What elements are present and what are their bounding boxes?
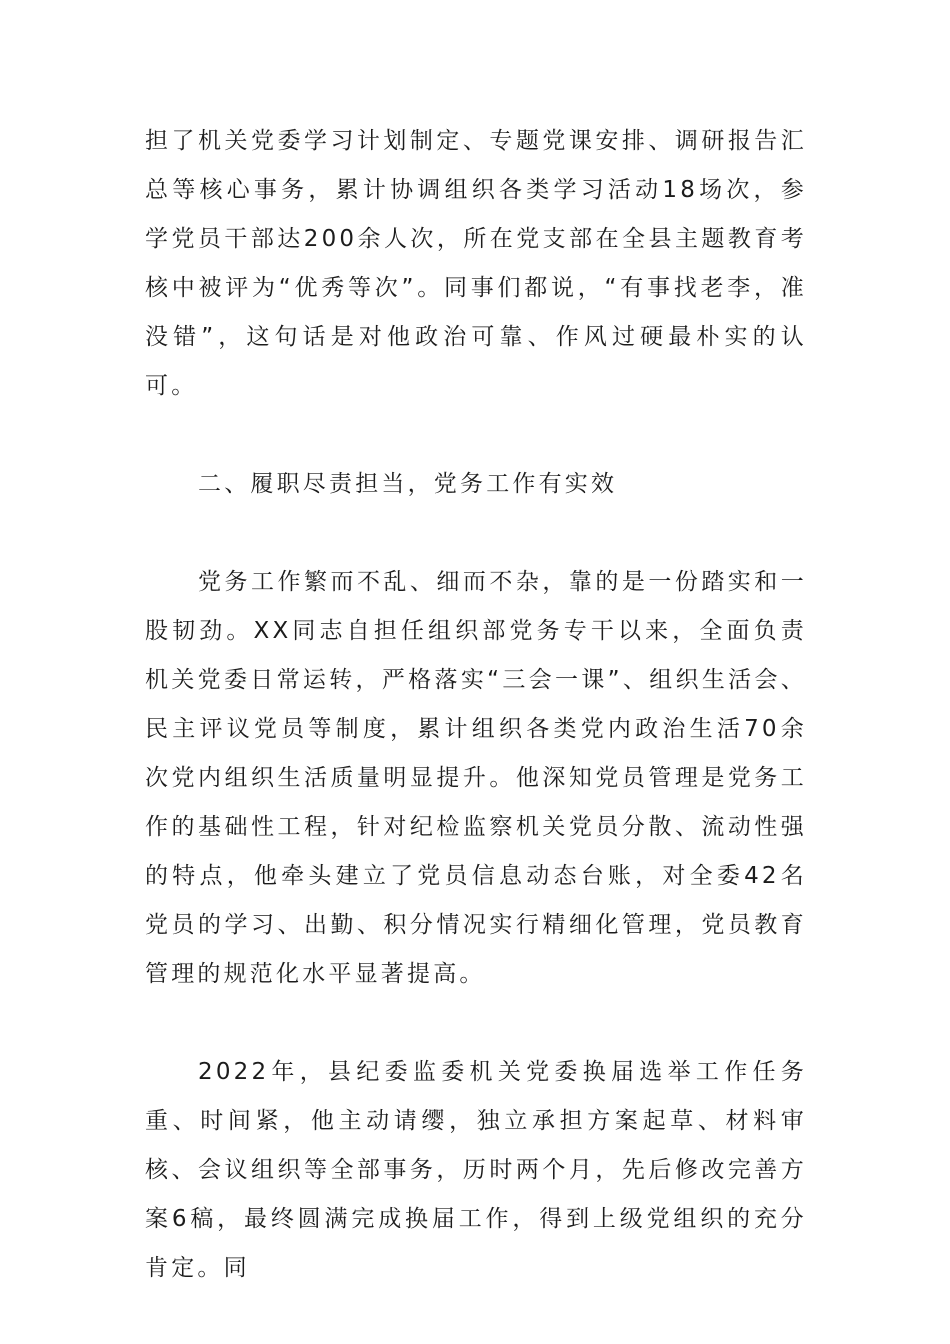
body-paragraph-2: 党务工作繁而不乱、细而不杂，靠的是一份踏实和一股韧劲。XX同志自担任组织部党务专干以来，全面负责机关党委日常运转，严格落实“三会一课”、组织生活会、民主评议党员等制度，累计组织各类党内政治生活70余次党内组织生活质量明显提升。他深知党员管理是党务工作的基础性工程，针对纪检监察机关党员分散、流动性强的特点，他牵头建立了党员信息动态台账，对全委42名党员的学习、出勤、积分情况实行精细化管理，党员教育管理的规范化水平显著提高。 <box>145 569 807 987</box>
document-body <box>145 117 807 1293</box>
body-paragraph-3: 2022年，县纪委监委机关党委换届选举工作任务重、时间紧，他主动请缨，独立承担方案起草、材料审核、会议组织等全部事务，历时两个月，先后修改完善方案6稿，最终圆满完成换届工作，得到上级党组织的充分肯定。同 <box>145 1059 807 1281</box>
body-paragraph-1: 担了机关党委学习计划制定、专题党课安排、调研报告汇总等核心事务，累计协调组织各类学习活动18场次，参学党员干部达200余人次，所在党支部在全县主题教育考核中被评为“优秀等次”。同事们都说，“有事找老李，准没错”，这句话是对他政治可靠、作风过硬最朴实的认可。 <box>145 128 807 399</box>
section-heading: 二、履职尽责担当，党务工作有实效 <box>198 471 618 497</box>
